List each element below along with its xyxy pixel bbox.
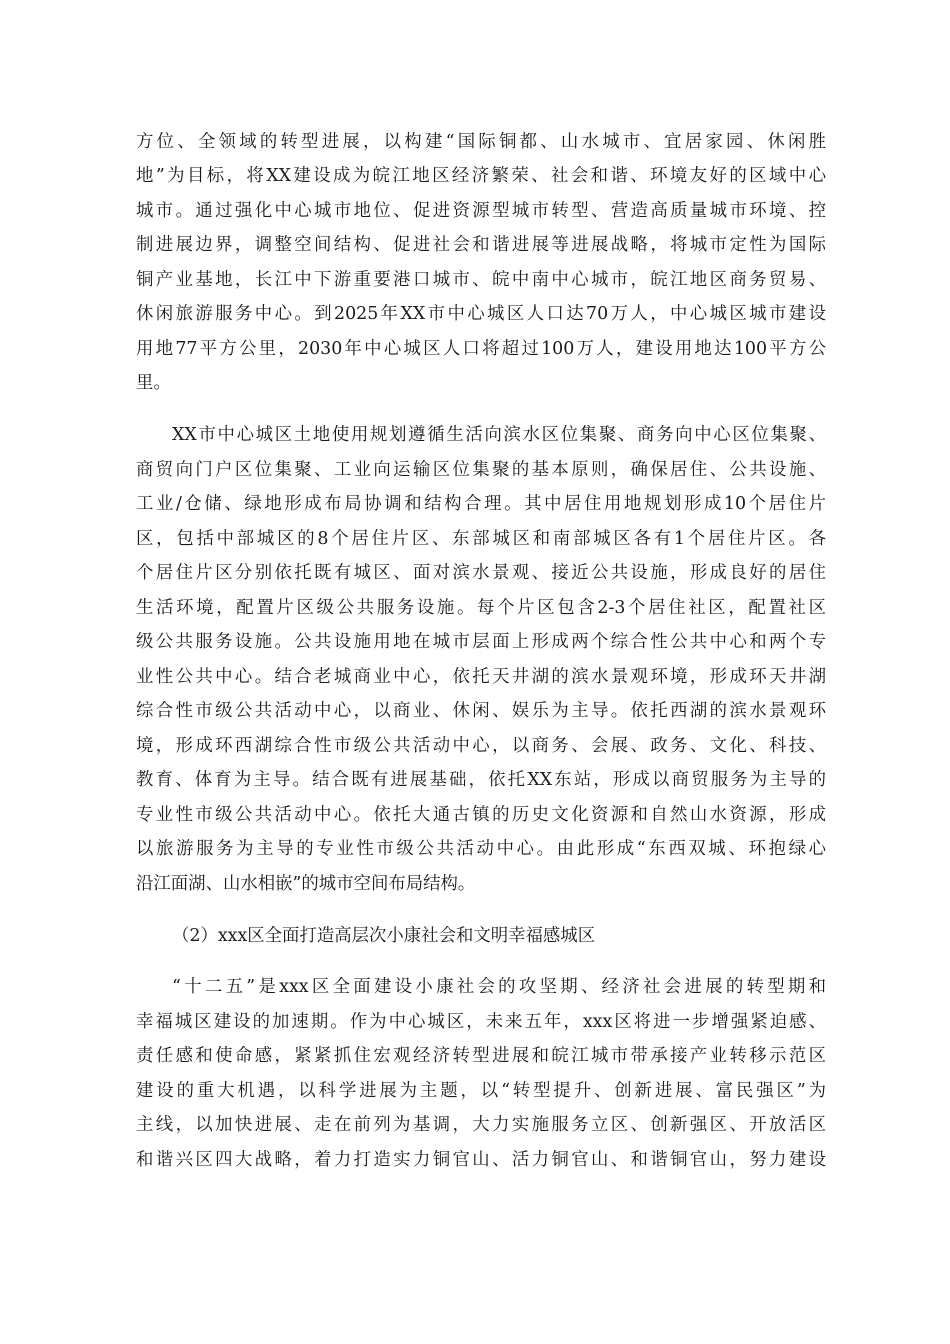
text-line: 综合性市级公共活动中心，以商业、休闲、娱乐为主导。依托西湖的滨水景观环	[136, 701, 826, 721]
text-line: 以旅游服务为主导的专业性市级公共活动中心。由此形成“东西双城、环抱绿心	[136, 839, 826, 859]
text-line: 铜产业基地，长江中下游重要港口城市、皖中南中心城市，皖江地区商务贸易、	[136, 270, 826, 290]
text-line: 地”为目标，将XX建设成为皖江地区经济繁荣、社会和谐、环境友好的区域中心	[136, 166, 826, 186]
text-line: 方位、全领域的转型进展，以构建“国际铜都、山水城市、宜居家园、休闲胜	[136, 132, 826, 152]
text-line: 休闲旅游服务中心。到2025年XX市中心城区人口达70万人，中心城区城市建设	[136, 304, 826, 324]
text-line: 建设的重大机遇，以科学进展为主题，以“转型提升、创新进展、富民强区”为	[136, 1081, 826, 1101]
text-line: 里。	[136, 373, 171, 393]
text-line: 制进展边界，调整空间结构、促进社会和谐进展等进展战略，将城市定性为国际	[136, 235, 826, 255]
text-line: 幸福城区建设的加速期。作为中心城区，未来五年，xxx区将进一步增强紧迫感、	[136, 1012, 826, 1032]
text-line: 级公共服务设施。公共设施用地在城市层面上形成两个综合性公共中心和两个专	[136, 632, 826, 652]
paragraph-first-line: XX市中心城区土地使用规划遵循生活向滨水区位集聚、商务向中心区位集聚、	[172, 425, 826, 445]
text-line: 教育、体育为主导。结合既有进展基础，依托XX东站，形成以商贸服务为主导的	[136, 770, 826, 790]
text-line: 区，包括中部城区的8个居住片区、东部城区和南部城区各有1个居住片区。各	[136, 529, 826, 549]
text-line: 商贸向门户区位集聚、工业向运输区位集聚的基本原则，确保居住、公共设施、	[136, 460, 826, 480]
text-line: 业性公共中心。结合老城商业中心，依托天井湖的滨水景观环境，形成环天井湖	[136, 667, 826, 687]
text-line: 用地77平方公里，2030年中心城区人口将超过100万人，建设用地达100平方公	[136, 339, 826, 359]
text-line: 责任感和使命感，紧紧抓住宏观经济转型进展和皖江城市带承接产业转移示范区	[136, 1046, 826, 1066]
section-heading: （2）xxx区全面打造高层次小康社会和文明幸福感城区	[172, 926, 596, 946]
paragraph-first-line: “十二五”是xxx区全面建设小康社会的攻坚期、经济社会进展的转型期和	[172, 977, 826, 997]
text-line: 生活环境，配置片区级公共服务设施。每个片区包含2-3个居住社区，配置社区	[136, 598, 826, 618]
text-line: 沿江面湖、山水相嵌”的城市空间布局结构。	[136, 874, 476, 894]
text-line: 个居住片区分别依托既有城区、面对滨水景观、接近公共设施，形成良好的居住	[136, 563, 826, 583]
text-line: 主线，以加快进展、走在前列为基调，大力实施服务立区、创新强区、开放活区	[136, 1115, 826, 1135]
text-line: 专业性市级公共活动中心。依托大通古镇的历史文化资源和自然山水资源，形成	[136, 805, 826, 825]
text-line: 和谐兴区四大战略，着力打造实力铜官山、活力铜官山、和谐铜官山，努力建设	[136, 1150, 826, 1170]
text-line: 工业/仓储、绿地形成布局协调和结构合理。其中居住用地规划形成10个居住片	[136, 494, 826, 514]
text-line: 境，形成环西湖综合性市级公共活动中心，以商务、会展、政务、文化、科技、	[136, 736, 826, 756]
text-line: 城市。通过强化中心城市地位、促进资源型城市转型、营造高质量城市环境、控	[136, 201, 826, 221]
